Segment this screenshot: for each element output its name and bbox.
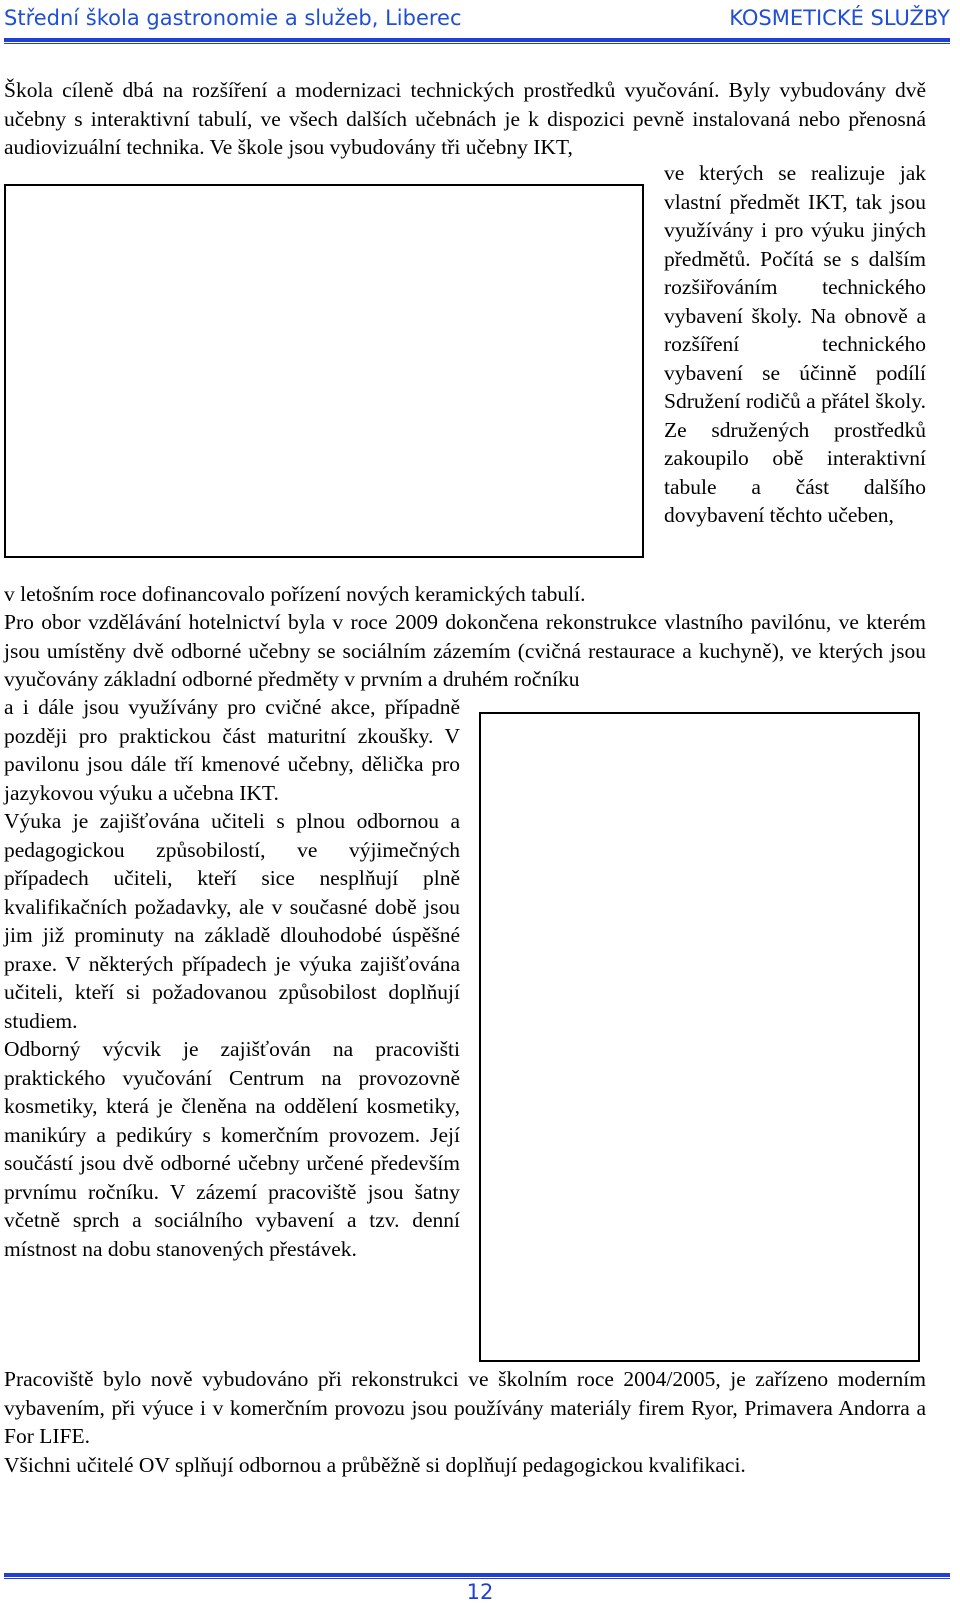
program-name: KOSMETICKÉ SLUŽBY bbox=[729, 6, 950, 30]
header-rule-thin bbox=[4, 43, 950, 44]
left-column-text bbox=[4, 693, 460, 1263]
header-rule bbox=[4, 38, 950, 42]
workplace-paragraph: Pracoviště bylo nově vybudováno při rekonstrukci ve školním roce 2004/2005, je zařízeno moderním vybavením, při výuce i v komerčním provozu jsou používány materiály firem Ryor, Primavera Andorra a For LIFE. bbox=[4, 1367, 926, 1448]
bottom-text bbox=[4, 1365, 926, 1479]
footer-rule-thin bbox=[4, 1578, 950, 1579]
intro-tail: v letošním roce dofinancovalo pořízení nových keramických tabulí. bbox=[4, 582, 586, 606]
training-paragraph: Odborný výcvik je zajišťován na pracovišti praktického vyučování Centrum na provozovně kosmetiky, která je členěna na oddělení kosmetiky, manikúry a pedikúry s komerčním provozem. Její součástí jsou dvě odborné učebny určené především prvnímu ročníku. V zázemí pracoviště jsou šatny včetně sprch a sociálního vybavení a tzv. denní místnost na dobu stanovených přestávek. bbox=[4, 1037, 460, 1261]
image-placeholder-cosmetics bbox=[479, 712, 920, 1362]
ov-paragraph: Všichni učitelé OV splňují odbornou a průběžně si doplňují pedagogickou kvalifikaci. bbox=[4, 1452, 746, 1477]
teachers-paragraph: Výuka je zajišťována učiteli s plnou odbornou a pedagogickou způsobilostí, ve výjimečných případech učiteli, kteří sice nesplňují plně kvalifikačních požadavky, ale v současné době jsou jim již prominuty na základě dlouhodobé úspěšné praxe. V některých případech je výuka zajišťována učiteli, kteří si požadovanou způsobilost doplňují studiem. bbox=[4, 809, 460, 1033]
school-name: Střední škola gastronomie a služeb, Liberec bbox=[4, 6, 462, 30]
image-placeholder-classroom bbox=[4, 184, 644, 558]
page-header bbox=[4, 4, 950, 34]
intro-paragraph: Škola cíleně dbá na rozšíření a modernizaci technických prostředků vyučování. Byly vybudovány dvě učebny s interaktivní tabulí, ve všech dalších učebnách je k dispozici pevně instalovaná nebo přenosná audiovizuální technika. Ve škole jsou vybudovány tři učebny IKT, bbox=[4, 78, 926, 159]
footer-rule bbox=[4, 1573, 950, 1577]
intro-side-text: ve kterých se realizuje jak vlastní předmět IKT, tak jsou využívány i pro výuku jiných předmětů. Počítá se s dalším rozšiřováním technického vybavení školy. Na obnově a rozšíření technického vybavení se účinně podílí Sdružení rodičů a přátel školy. Ze sdružených prostředků zakoupilo obě interaktivní tabule a část dalšího dovybavení těchto učeben, bbox=[664, 161, 926, 527]
page-number: 12 bbox=[466, 1580, 494, 1604]
hotel-side-text: a i dále jsou využívány pro cvičné akce, případně později pro praktickou část maturitní zkoušky. V pavilonu jsou dále tří kmenové učebny, dělička pro jazykovou výuku a učebna IKT. bbox=[4, 695, 460, 805]
hotel-paragraph: Pro obor vzdělávání hotelnictví byla v roce 2009 dokončena rekonstrukce vlastního pavilónu, ve kterém jsou umístěny dvě odborné učebny se sociálním zázemím (cvičná restaurace a kuchyně), ve kterých jsou vyučovány základní odborné předměty v prvním a druhém ročníku bbox=[4, 610, 926, 691]
